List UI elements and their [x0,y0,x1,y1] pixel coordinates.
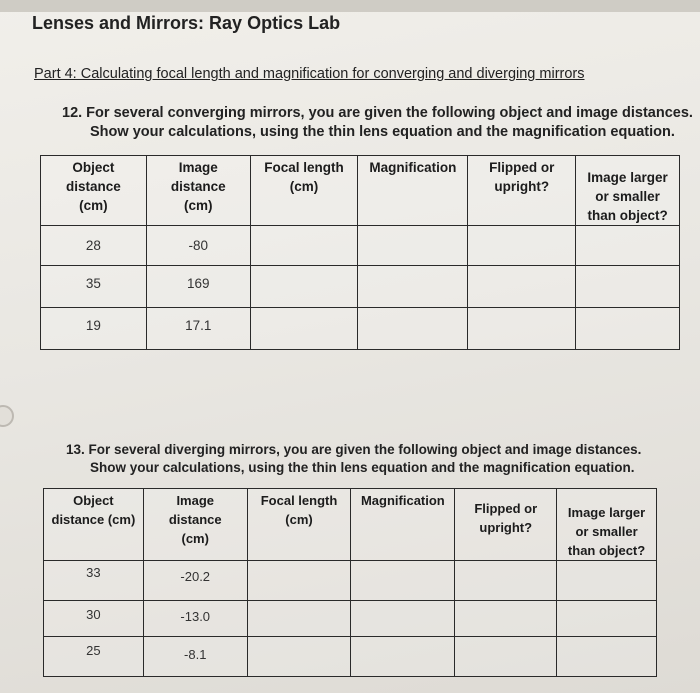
object-distance-cell: 19 [41,308,147,350]
focal-length-cell[interactable] [247,637,351,677]
magnification-cell[interactable] [351,601,455,637]
flipped-cell[interactable] [455,601,557,637]
magnification-cell[interactable] [358,226,468,266]
header-focal-length: Focal length (cm) [247,489,351,561]
question-12-line-2: Show your calculations, using the thin lens equation and the magnification equation. [90,124,675,140]
image-distance-cell: -20.2 [143,561,247,601]
worksheet-title: Lenses and Mirrors: Ray Optics Lab [32,13,341,33]
top-edge [0,0,700,12]
flipped-cell[interactable] [468,308,576,350]
question-13-line-1: 13. For several diverging mirrors, you are given the following object and image distances. [66,442,642,457]
header-image-distance: Image distance (cm) [146,156,250,226]
header-larger-smaller: Image larger or smaller than object? [557,489,657,561]
image-distance-cell: 17.1 [146,308,250,350]
magnification-cell[interactable] [358,266,468,308]
magnification-cell[interactable] [351,561,455,601]
table-header-row [41,156,680,226]
flipped-cell[interactable] [468,266,576,308]
object-distance-cell: 28 [41,226,147,266]
table-header-row [44,489,657,561]
object-distance-cell: 30 [44,601,144,637]
header-focal-length: Focal length (cm) [250,156,358,226]
flipped-cell[interactable] [455,637,557,677]
larger-smaller-cell[interactable] [557,601,657,637]
focal-length-cell[interactable] [250,308,358,350]
part-heading: Part 4: Calculating focal length and magnification for converging and diverging mirrors [34,66,585,82]
image-distance-cell: -13.0 [143,601,247,637]
larger-smaller-cell[interactable] [557,561,657,601]
question-13-line-2: Show your calculations, using the thin lens equation and the magnification equation. [90,460,635,475]
focal-length-cell[interactable] [247,601,351,637]
image-distance-cell: -8.1 [143,637,247,677]
binder-hole [0,405,14,427]
table-row [44,561,657,601]
object-distance-cell: 25 [44,637,144,677]
flipped-cell[interactable] [468,226,576,266]
image-distance-cell: -80 [146,226,250,266]
larger-smaller-cell[interactable] [557,637,657,677]
image-distance-cell: 169 [146,266,250,308]
table-row [41,266,680,308]
header-larger-smaller: Image larger or smaller than object? [576,156,680,226]
header-image-distance: Image distance (cm) [143,489,247,561]
header-magnification: Magnification [358,156,468,226]
focal-length-cell[interactable] [247,561,351,601]
header-object-distance: Object distance (cm) [44,489,144,561]
header-magnification: Magnification [351,489,455,561]
object-distance-cell: 33 [44,561,144,601]
focal-length-cell[interactable] [250,226,358,266]
question-12-line-1: 12. For several converging mirrors, you are given the following object and image distances. [62,105,693,121]
larger-smaller-cell[interactable] [576,266,680,308]
table-row [41,226,680,266]
header-object-distance: Object distance (cm) [41,156,147,226]
header-flipped: Flipped or upright? [455,489,557,561]
larger-smaller-cell[interactable] [576,308,680,350]
table-row [41,308,680,350]
flipped-cell[interactable] [455,561,557,601]
magnification-cell[interactable] [358,308,468,350]
table-row [44,637,657,677]
focal-length-cell[interactable] [250,266,358,308]
object-distance-cell: 35 [41,266,147,308]
magnification-cell[interactable] [351,637,455,677]
header-flipped: Flipped or upright? [468,156,576,226]
larger-smaller-cell[interactable] [576,226,680,266]
converging-mirrors-table [40,155,680,350]
diverging-mirrors-table [43,488,657,677]
table-row [44,601,657,637]
